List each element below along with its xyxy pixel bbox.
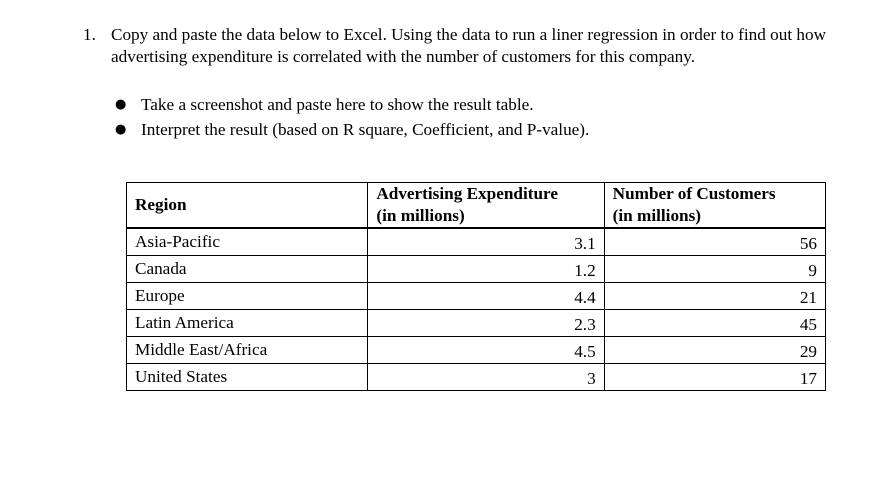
- data-table: [126, 182, 826, 391]
- cell-customers: 17: [604, 364, 825, 391]
- bullet-icon: ●: [115, 122, 127, 137]
- instruction-text: Take a screenshot and paste here to show the result table.: [141, 95, 534, 114]
- cell-region: Middle East/Africa: [127, 337, 368, 364]
- header-advertising-label: Advertising Expenditure: [376, 184, 558, 203]
- table-row: [127, 364, 826, 391]
- cell-customers: 9: [604, 256, 825, 283]
- instruction-item: [111, 117, 589, 142]
- cell-region: United States: [127, 364, 368, 391]
- cell-advertising: 4.4: [368, 283, 604, 310]
- table-row: [127, 310, 826, 337]
- cell-advertising: 2.3: [368, 310, 604, 337]
- header-region: [127, 183, 368, 229]
- table-header-row: [127, 183, 826, 229]
- table-row: [127, 337, 826, 364]
- table-row: [127, 228, 826, 256]
- cell-customers: 21: [604, 283, 825, 310]
- header-customers: [604, 183, 825, 229]
- cell-advertising: 3: [368, 364, 604, 391]
- cell-region: Europe: [127, 283, 368, 310]
- instruction-item: [111, 92, 589, 117]
- instruction-text: Interpret the result (based on R square, Coefficient, and P-value).: [141, 120, 590, 139]
- cell-region: Asia-Pacific: [127, 228, 368, 256]
- header-customers-unit: (in millions): [612, 206, 702, 225]
- table-row: [127, 283, 826, 310]
- table-row: [127, 256, 826, 283]
- cell-region: Latin America: [127, 310, 368, 337]
- cell-customers: 45: [604, 310, 825, 337]
- header-advertising: [368, 183, 604, 229]
- question-block: [83, 24, 843, 68]
- cell-region: Canada: [127, 256, 368, 283]
- cell-customers: 29: [604, 337, 825, 364]
- question-text: Copy and paste the data below to Excel. Using the data to run a liner regression in order to find out how advertising expenditure is correlated with the number of customers for this company.: [111, 25, 827, 66]
- instruction-list: [111, 92, 589, 142]
- header-customers-label: Number of Customers: [612, 184, 776, 203]
- header-advertising-unit: (in millions): [376, 206, 465, 225]
- bullet-icon: ●: [115, 97, 127, 112]
- header-region-label: Region: [135, 195, 187, 214]
- cell-advertising: 1.2: [368, 256, 604, 283]
- cell-customers: 56: [604, 228, 825, 256]
- question-number: 1.: [83, 25, 96, 44]
- cell-advertising: 4.5: [368, 337, 604, 364]
- cell-advertising: 3.1: [368, 228, 604, 256]
